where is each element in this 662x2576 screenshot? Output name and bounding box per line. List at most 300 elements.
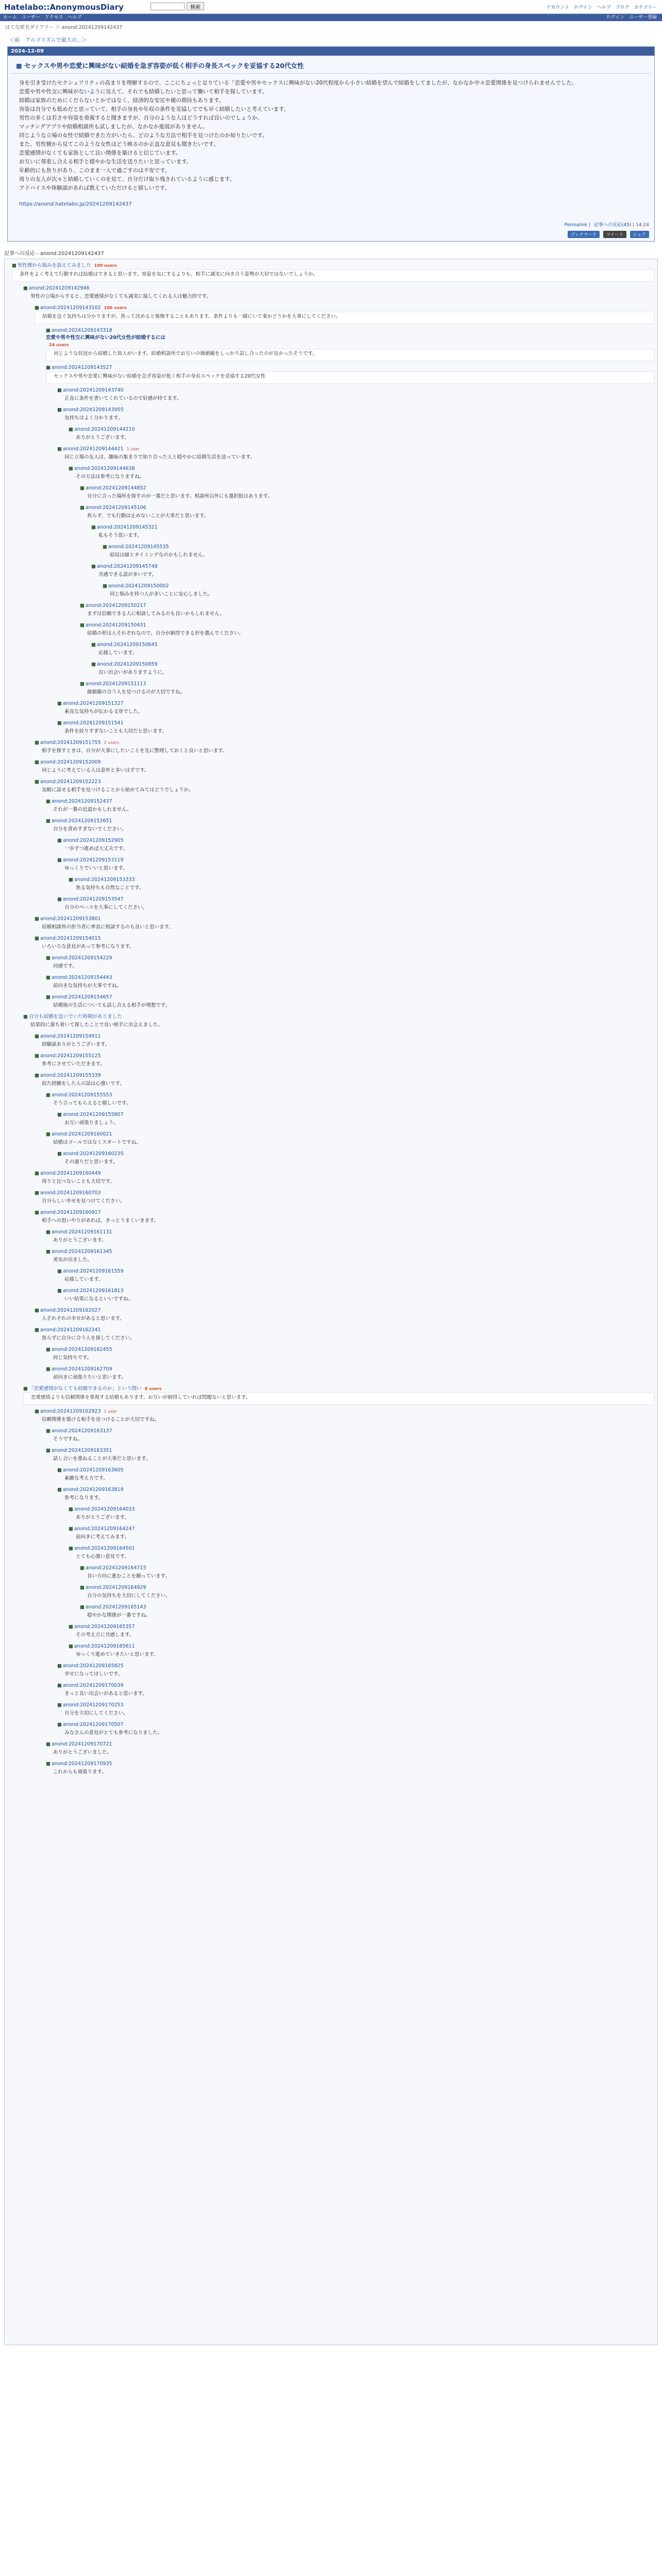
breadcrumb[interactable]: はてな匿名ダイアリー ＞ anond:20241209142437 xyxy=(5,25,123,30)
reaction-bullet-icon: ■ xyxy=(35,936,39,941)
site-logo[interactable]: Hatelabo::AnonymousDiary xyxy=(4,3,124,12)
reaction-bullet-icon: ■ xyxy=(57,1683,62,1688)
reaction-item xyxy=(73,1603,657,1622)
reaction-item xyxy=(50,405,657,425)
reaction-item xyxy=(50,836,657,856)
top-link-login[interactable]: ログイン xyxy=(574,5,592,10)
reaction-body: 自分を責めすぎないでください。 xyxy=(53,826,127,832)
reaction-link[interactable]: anond:20241209160021 xyxy=(51,1131,112,1137)
bookmark-users-badge[interactable]: 2 users xyxy=(104,740,119,745)
article-paragraph: 恋愛や男や性交に興味がないように見えて、それでも結婚したいと思って働いて相手を探しています。 xyxy=(19,89,268,95)
reaction-bullet-icon: ■ xyxy=(35,916,39,922)
reaction-item xyxy=(84,523,657,543)
reaction-item xyxy=(39,1091,657,1110)
reaction-link[interactable]: anond:20241209152223 xyxy=(40,779,101,785)
reaction-link[interactable]: anond:20241209150431 xyxy=(85,622,146,628)
search-button[interactable]: 検索 xyxy=(187,2,204,10)
bookmark-users-badge[interactable]: 8 users xyxy=(144,1386,162,1391)
nav-access[interactable]: アクセス xyxy=(44,15,63,20)
reaction-link[interactable]: anond:20241209143318 xyxy=(51,328,112,333)
reaction-body: 前向きに頑張りたいと思います。 xyxy=(53,1375,126,1380)
reaction-bullet-icon: ■ xyxy=(57,701,62,706)
reaction-item xyxy=(39,1740,657,1759)
reaction-body: 良い出会いがありますように。 xyxy=(98,670,168,675)
reaction-item xyxy=(73,484,657,503)
reaction-bullet-icon: ■ xyxy=(46,818,51,824)
reaction-link[interactable]: anond:20241209151541 xyxy=(62,720,124,726)
reaction-item xyxy=(39,1427,657,1446)
reaction-link[interactable]: anond:20241209154443 xyxy=(51,975,112,980)
reaction-bullet-icon: ■ xyxy=(80,1604,85,1610)
reaction-bullet-icon: ■ xyxy=(103,544,107,550)
reaction-bullet-icon: ■ xyxy=(35,759,39,765)
reaction-header xyxy=(103,544,657,551)
reaction-link[interactable]: anond:20241209144638 xyxy=(74,466,135,471)
reaction-body: 前向きな気持ちが大事ですね。 xyxy=(53,983,122,989)
reaction-header xyxy=(35,1327,657,1334)
reaction-bullet-icon: ■ xyxy=(46,1428,51,1434)
reactions-link[interactable]: 記事への反応(45) xyxy=(593,223,632,228)
reaction-link[interactable]: anond:20241209151327 xyxy=(62,701,124,706)
reaction-body: 自分に合った場所を探すのが一番だと思います。相談所以外にも選択肢はあります。 xyxy=(87,494,273,499)
reaction-link[interactable]: anond:20241209165825 xyxy=(62,1663,124,1669)
reaction-body: 焦らず、でも行動は止めないことが大事だと思います。 xyxy=(87,513,209,519)
reaction-body: 相手を探すときは、自分が大事にしたいことを先に整理しておくと良いと思います。 xyxy=(42,748,228,754)
reaction-bullet-icon: ■ xyxy=(46,1092,51,1098)
reaction-header xyxy=(46,1366,657,1373)
reaction-header xyxy=(80,1604,657,1611)
reaction-link[interactable]: anond:20241209170721 xyxy=(51,1741,112,1747)
reaction-link[interactable]: anond:20241209164033 xyxy=(74,1506,135,1512)
reaction-bullet-icon: ■ xyxy=(91,524,96,530)
reaction-header xyxy=(12,262,657,269)
reaction-link[interactable]: anond:20241209150217 xyxy=(85,603,146,608)
reaction-header xyxy=(80,602,657,609)
reaction-body: そう言ってもらえると嬉しいです。 xyxy=(53,1100,131,1106)
reaction-item xyxy=(50,1110,657,1130)
reaction-body: 自分を大切にしてください。 xyxy=(64,1710,128,1716)
reaction-header xyxy=(91,661,657,668)
reaction-link[interactable]: anond:20241209165611 xyxy=(74,1643,135,1649)
reaction-bullet-icon: ■ xyxy=(57,387,62,393)
reaction-header xyxy=(57,837,657,844)
reaction-body: 参考にさせていただきます。 xyxy=(42,1061,105,1067)
reaction-link[interactable]: anond:20241209170507 xyxy=(62,1722,124,1727)
article-paragraph: また、男性側から見てこのような女性はどう映るのか正直な意見も聞きたいです。 xyxy=(19,141,219,147)
reaction-link[interactable]: anond:20241209143102 xyxy=(40,305,101,311)
reaction-link[interactable]: anond:20241209152905 xyxy=(62,838,124,843)
reaction-bullet-icon: ■ xyxy=(23,285,28,291)
reaction-bullet-icon: ■ xyxy=(35,1033,39,1039)
reaction-item xyxy=(39,1446,657,1466)
reaction-bullet-icon: ■ xyxy=(69,466,73,471)
reaction-header xyxy=(57,1268,657,1275)
reaction-link[interactable]: anond:20241209155339 xyxy=(40,1073,101,1078)
reaction-body: その方法は参考になりますね。 xyxy=(76,474,145,480)
article-title[interactable] xyxy=(11,56,651,74)
reaction-body: 経験談ありがとうございます。 xyxy=(42,1042,110,1047)
reaction-item xyxy=(50,1720,657,1740)
reaction-link[interactable]: anond:20241209155807 xyxy=(62,1112,124,1117)
reaction-body: 信頼関係を築ける相手を見つけることが大切ですね。 xyxy=(42,1417,160,1422)
reaction-header xyxy=(91,524,657,531)
reaction-link[interactable]: anond:20241209152651 xyxy=(51,818,112,824)
reaction-header xyxy=(35,1307,657,1314)
reaction-header xyxy=(46,1760,657,1768)
reaction-link[interactable]: anond:20241209162709 xyxy=(51,1366,112,1372)
reaction-item xyxy=(95,582,657,601)
bookmark-share-button[interactable]: ブックマーク xyxy=(568,231,600,238)
reaction-body: セックスや男や恋愛に興味がない結婚を急ぎ容姿が低く相手の身長スペックを妥協する20代女性 xyxy=(46,371,654,384)
reaction-body: 同じような状況から結婚した知人がいます。結婚相談所でお互いの価値観をしっかり話し合ったのが良かったそうです。 xyxy=(46,349,654,361)
reaction-link[interactable]: anond:20241209161813 xyxy=(62,1288,124,1294)
reaction-bullet-icon: ■ xyxy=(46,1366,51,1372)
reaction-bullet-icon: ■ xyxy=(57,1702,62,1708)
reaction-body: 前向きに考えてみます。 xyxy=(76,1534,129,1540)
reaction-link[interactable]: 自分も結婚を急いでいた時期がありました xyxy=(28,1014,122,1020)
reaction-link[interactable]: anond:20241209161131 xyxy=(51,1229,112,1235)
reaction-body: 恋愛感情よりも信頼関係を重視する結婚もあります。お互いが納得していれば問題ないと思います。 xyxy=(23,1393,654,1405)
reaction-bullet-icon: ■ xyxy=(57,1487,62,1493)
bookmark-users-badge[interactable]: 1 user xyxy=(104,1409,117,1414)
reaction-item xyxy=(50,1267,657,1286)
reaction-header xyxy=(69,1643,657,1650)
reaction-link[interactable]: anond:20241209145106 xyxy=(85,505,146,511)
reaction-header xyxy=(23,1013,657,1021)
reaction-item xyxy=(27,303,657,324)
reaction-link[interactable]: anond:20241209144421 xyxy=(62,446,124,452)
pager-prev-link[interactable]: ＜前 xyxy=(9,38,20,43)
reaction-item xyxy=(73,680,657,699)
reaction-header xyxy=(23,285,657,292)
reaction-link[interactable]: anond:20241209151113 xyxy=(85,681,146,687)
reaction-bullet-icon: ■ xyxy=(46,1229,51,1235)
reaction-item xyxy=(84,640,657,660)
reaction-header xyxy=(46,955,657,962)
reaction-bullet-icon: ■ xyxy=(46,1249,51,1255)
reaction-bullet-icon: ■ xyxy=(69,1624,73,1630)
reaction-link[interactable]: anond:20241209144210 xyxy=(74,427,135,432)
reaction-bullet-icon: ■ xyxy=(35,740,39,745)
reaction-item xyxy=(50,719,657,738)
reaction-bullet-icon: ■ xyxy=(69,1526,73,1532)
bookmark-users-badge[interactable]: 1 user xyxy=(126,447,140,451)
reaction-link[interactable]: anond:20241209150859 xyxy=(96,662,158,667)
reaction-link[interactable]: anond:20241209161559 xyxy=(62,1268,124,1274)
reaction-link[interactable]: anond:20241209143740 xyxy=(62,387,124,393)
reaction-link[interactable]: 男性側から悩みを訴えてみました xyxy=(17,263,91,268)
reaction-bullet-icon: ■ xyxy=(46,994,51,1000)
reaction-link[interactable]: anond:20241209160235 xyxy=(62,1151,124,1157)
top-link-category[interactable]: カテゴリー xyxy=(634,5,657,10)
reaction-link[interactable]: anond:20241209145321 xyxy=(96,524,158,530)
reaction-body: 私もそう思います。 xyxy=(98,533,142,538)
article-date: 2024-12-09 xyxy=(8,47,654,56)
reaction-link[interactable]: anond:20241209162027 xyxy=(40,1308,101,1313)
reaction-item xyxy=(27,1169,657,1189)
nav-bar xyxy=(0,14,662,21)
top-link-account[interactable]: アカウント xyxy=(546,5,570,10)
reaction-header xyxy=(35,759,657,766)
top-link-blog[interactable]: ブログ xyxy=(615,5,630,10)
reaction-header xyxy=(57,857,657,864)
reaction-body: 自分のペースを大事にしてください。 xyxy=(64,905,148,910)
permalink-link[interactable]: Permalink xyxy=(564,223,588,228)
reaction-header xyxy=(91,563,657,570)
reaction-item xyxy=(61,1642,657,1662)
reaction-bullet-icon: ■ xyxy=(35,779,39,785)
reaction-item xyxy=(73,621,657,640)
reaction-link[interactable]: anond:20241209150002 xyxy=(108,583,169,589)
reaction-item xyxy=(50,1286,657,1306)
reaction-link[interactable]: anond:20241209170253 xyxy=(62,1702,124,1708)
reaction-item xyxy=(73,1564,657,1583)
reaction-link[interactable]: anond:20241209161345 xyxy=(51,1249,112,1255)
reaction-body: 同じ立場の友人は、趣味の集まりで知り合った人と穏やかに結婚生活を送っています。 xyxy=(64,454,255,460)
reaction-item xyxy=(27,738,657,758)
reaction-header xyxy=(57,1111,657,1118)
reaction-body: いい結果になるといいですね。 xyxy=(64,1296,134,1302)
top-links xyxy=(543,4,657,10)
reaction-item xyxy=(50,856,657,875)
reaction-body: ゆっくりでいいと思います。 xyxy=(64,866,128,871)
reactions-heading: 記事への反応 - anond:20241209142437 xyxy=(4,251,104,257)
nav-register[interactable]: ユーザー登録 xyxy=(628,15,657,20)
reaction-header xyxy=(80,1584,657,1591)
reaction-link[interactable]: anond:20241209152437 xyxy=(51,799,112,804)
reaction-header xyxy=(46,364,657,371)
reaction-item xyxy=(61,1505,657,1524)
reaction-item xyxy=(50,1701,657,1720)
reaction-bullet-icon: ■ xyxy=(57,1722,62,1727)
reaction-link[interactable]: anond:20241209160703 xyxy=(40,1190,101,1196)
reaction-header xyxy=(57,446,657,453)
reaction-header xyxy=(57,1486,657,1494)
reaction-item xyxy=(50,1149,657,1169)
reaction-bullet-icon: ■ xyxy=(57,446,62,452)
bookmark-users-badge[interactable]: 100 users xyxy=(104,306,127,310)
reaction-item xyxy=(27,1071,657,1091)
reaction-item xyxy=(84,660,657,680)
reaction-header xyxy=(57,1702,657,1709)
reaction-item xyxy=(16,1012,657,1032)
reaction-body: ありがとうございました。 xyxy=(53,1750,112,1755)
reaction-bullet-icon: ■ xyxy=(35,1073,39,1078)
reaction-header xyxy=(57,700,657,707)
reaction-link[interactable]: anond:20241209152009 xyxy=(40,759,101,765)
reaction-header xyxy=(35,1190,657,1197)
reaction-header xyxy=(35,935,657,942)
reaction-body: まずは信頼できる人に相談してみるのも良いかもしれません。 xyxy=(87,611,225,617)
reaction-link[interactable]: anond:20241209160449 xyxy=(40,1171,101,1176)
reaction-bullet-icon: ■ xyxy=(80,485,85,491)
reaction-body: そうですね。 xyxy=(53,1436,83,1442)
reaction-link[interactable]: anond:20241209163137 xyxy=(51,1428,112,1434)
reaction-bullet-icon: ■ xyxy=(57,1467,62,1473)
reaction-item xyxy=(39,1365,657,1384)
reaction-link[interactable]: anond:20241209154015 xyxy=(40,936,101,941)
reaction-bullet-icon: ■ xyxy=(57,1663,62,1669)
reaction-item xyxy=(27,1052,657,1071)
reaction-body: 同じ気持ちです。 xyxy=(53,1355,92,1361)
reaction-link[interactable]: anond:20241209145535 xyxy=(108,544,169,550)
reaction-body: 焦らずに自分に合う人を探してください。 xyxy=(42,1335,135,1341)
reaction-bullet-icon: ■ xyxy=(35,1171,39,1176)
reaction-link[interactable]: anond:20241209170935 xyxy=(51,1761,112,1767)
reaction-body: 話し合いを重ねることが大事だと思います。 xyxy=(53,1456,151,1462)
reaction-link[interactable]: anond:20241209163605 xyxy=(62,1467,124,1473)
article-footer: Permalink | 記事への反応(45) | 14:24 xyxy=(564,223,649,228)
reaction-body: 結局は縁とタイミングなのかもしれません。 xyxy=(110,552,208,558)
reaction-link[interactable]: anond:20241209165143 xyxy=(85,1604,146,1610)
article-paragraph: お互いに尊重し合える相手と穏やかな生活を送りたいと思っています。 xyxy=(19,159,192,165)
reaction-item xyxy=(39,363,657,384)
reaction-bullet-icon: ■ xyxy=(46,955,51,961)
reaction-item xyxy=(27,1326,657,1345)
reaction-link[interactable]: anond:20241209143955 xyxy=(62,407,124,413)
reaction-link[interactable]: anond:20241209164929 xyxy=(85,1585,146,1590)
reaction-bullet-icon: ■ xyxy=(35,1308,39,1313)
reaction-body: 良い方向に進むことを願っています。 xyxy=(87,1573,170,1579)
reaction-link[interactable]: anond:20241209153547 xyxy=(62,896,124,902)
reaction-bullet-icon: ■ xyxy=(35,1053,39,1059)
reaction-header xyxy=(46,1092,657,1099)
reaction-item xyxy=(61,1544,657,1564)
reaction-link[interactable]: anond:20241209153333 xyxy=(74,877,135,883)
reaction-bullet-icon: ■ xyxy=(57,1268,62,1274)
reaction-link[interactable]: anond:20241209143527 xyxy=(51,365,112,370)
reaction-header xyxy=(57,1150,657,1158)
reaction-body: 勇気が出ました。 xyxy=(53,1257,93,1263)
reaction-item xyxy=(61,425,657,445)
reaction-body: お互い頑張りましょう。 xyxy=(64,1120,119,1126)
reaction-link[interactable]: anond:20241209155125 xyxy=(40,1053,101,1059)
reaction-link[interactable]: anond:20241209160917 xyxy=(40,1210,101,1215)
reaction-body: 共感できる話が多いです。 xyxy=(98,572,157,578)
article-body xyxy=(8,74,654,214)
article-paragraph: 周りの友人が次々と結婚していくのを見て、自分だけ取り残されているように感じます。 xyxy=(19,176,235,182)
article-permalink-url[interactable]: https://anond.hatelabo.jp/20241209142437 xyxy=(19,201,132,207)
reaction-header xyxy=(35,916,657,923)
reaction-body: 正直に条件を書いてくれているので好感が持てます。 xyxy=(64,396,182,401)
top-link-help[interactable]: ヘルプ xyxy=(597,5,611,10)
reaction-bullet-icon: ■ xyxy=(35,305,39,311)
reaction-header xyxy=(69,1623,657,1631)
reactions-tree xyxy=(4,259,658,2345)
article-paragraph: 恋愛感情がなくても家族として良い関係を築けると信じています。 xyxy=(19,150,181,156)
nav-home[interactable]: ホーム xyxy=(3,15,18,20)
reaction-header xyxy=(46,1741,657,1748)
reaction-bullet-icon: ■ xyxy=(57,720,62,726)
reaction-body: 周りと比べないことも大切です。 xyxy=(42,1179,115,1184)
reaction-link[interactable]: anond:20241209142946 xyxy=(28,285,90,291)
reaction-bullet-icon: ■ xyxy=(46,799,51,804)
reaction-body: 幸せになってほしいです。 xyxy=(64,1671,123,1677)
reaction-link[interactable]: anond:20241209154229 xyxy=(51,955,112,961)
nav-login[interactable]: ログイン xyxy=(606,15,625,20)
reaction-bullet-icon: ■ xyxy=(46,975,51,980)
reaction-body: 男性の立場からすると、恋愛感情がなくても誠実に接してくれる人は魅力的です。 xyxy=(30,294,211,299)
reaction-bullet-icon: ■ xyxy=(46,328,51,333)
reaction-header xyxy=(69,876,657,884)
reaction-link[interactable]: anond:20241209153801 xyxy=(40,916,101,922)
article-paragraph: 同じような立場の女性で結婚できた方がいたら、どのような方法で相手を見つけたのか知りたいです。 xyxy=(19,132,268,139)
search-input[interactable] xyxy=(151,3,185,10)
nav-users[interactable]: ユーザー xyxy=(21,15,40,20)
reaction-item xyxy=(39,973,657,993)
reaction-item xyxy=(27,777,657,797)
facebook-share-button[interactable]: シェア xyxy=(630,231,649,238)
reaction-link[interactable]: anond:20241209170039 xyxy=(62,1683,124,1688)
reaction-bullet-icon: ■ xyxy=(91,662,96,667)
reaction-link[interactable]: 「恋愛感情がなくても結婚できるのか」という問い xyxy=(28,1386,142,1392)
reaction-item xyxy=(16,284,657,303)
reaction-link[interactable]: anond:20241209154911 xyxy=(40,1033,101,1039)
top-header xyxy=(0,0,662,14)
reaction-header xyxy=(69,1506,657,1513)
reaction-header xyxy=(46,1346,657,1353)
tweet-share-button[interactable]: ツイート xyxy=(603,231,627,238)
reaction-body: これからも頑張ります。 xyxy=(53,1769,107,1775)
reaction-bullet-icon: ■ xyxy=(69,1506,73,1512)
reaction-item xyxy=(50,1662,657,1681)
reaction-header xyxy=(91,641,657,649)
reaction-link[interactable]: anond:20241209145748 xyxy=(96,564,158,569)
reaction-body: 人それぞれの幸せがあると思います。 xyxy=(42,1316,125,1321)
reaction-item xyxy=(50,386,657,405)
article-paragraph: アドバイスや体験談があれば教えていただけると嬉しいです。 xyxy=(19,185,170,191)
reaction-bullet-icon: ■ xyxy=(69,1546,73,1551)
reaction-link[interactable]: anond:20241209150645 xyxy=(96,642,158,648)
reaction-body: 価値観の合う人を見つけるのが大切ですね。 xyxy=(87,689,186,695)
reaction-title: 恋愛や男や性交に興味がない20代女性が結婚するには xyxy=(46,335,166,341)
reaction-link[interactable]: anond:20241209164715 xyxy=(85,1565,146,1571)
reaction-body: 自分の気持ちを大切にしてください。 xyxy=(87,1593,171,1599)
article-paragraphs xyxy=(19,79,645,193)
nav-help[interactable]: ヘルプ xyxy=(68,15,82,20)
reaction-bullet-icon: ■ xyxy=(103,583,107,589)
reaction-link[interactable]: anond:20241209163819 xyxy=(62,1487,124,1493)
reaction-body: 同じように考えている人は意外と多いはずです。 xyxy=(42,768,150,773)
reaction-link[interactable]: anond:20241209151755 xyxy=(40,740,101,745)
reaction-body: 素直な気持ちが伝わる文章でした。 xyxy=(64,709,143,715)
reaction-link[interactable]: anond:20241209162923 xyxy=(40,1409,101,1414)
reaction-link[interactable]: anond:20241209153119 xyxy=(62,857,124,863)
bookmark-users-badge[interactable]: 24 users xyxy=(49,343,69,347)
reaction-link[interactable]: anond:20241209164247 xyxy=(74,1526,135,1532)
title-square-icon: ■ xyxy=(16,62,22,70)
reaction-bullet-icon: ■ xyxy=(57,407,62,413)
reaction-item xyxy=(73,601,657,621)
reaction-body: 同感です。 xyxy=(53,963,77,969)
reaction-link[interactable]: anond:20241209144852 xyxy=(85,485,146,491)
bookmark-users-badge[interactable]: 109 users xyxy=(94,263,117,268)
pager-next-link[interactable]: アルゴリズムで最大の…＞ xyxy=(25,38,87,43)
reaction-item xyxy=(39,817,657,836)
reaction-header xyxy=(80,504,657,512)
reaction-link[interactable]: anond:20241209155553 xyxy=(51,1092,112,1098)
reaction-item xyxy=(61,464,657,484)
reaction-link[interactable]: anond:20241209165357 xyxy=(74,1624,135,1630)
reaction-link[interactable]: anond:20241209162455 xyxy=(51,1347,112,1352)
reaction-bullet-icon: ■ xyxy=(35,1190,39,1196)
reaction-header xyxy=(35,1209,657,1216)
reaction-link[interactable]: anond:20241209164501 xyxy=(74,1546,135,1551)
reaction-bullet-icon: ■ xyxy=(69,877,73,883)
reaction-link[interactable]: anond:20241209154657 xyxy=(51,994,112,1000)
reaction-link[interactable]: anond:20241209162241 xyxy=(40,1327,101,1333)
reaction-link[interactable]: anond:20241209163351 xyxy=(51,1448,112,1453)
